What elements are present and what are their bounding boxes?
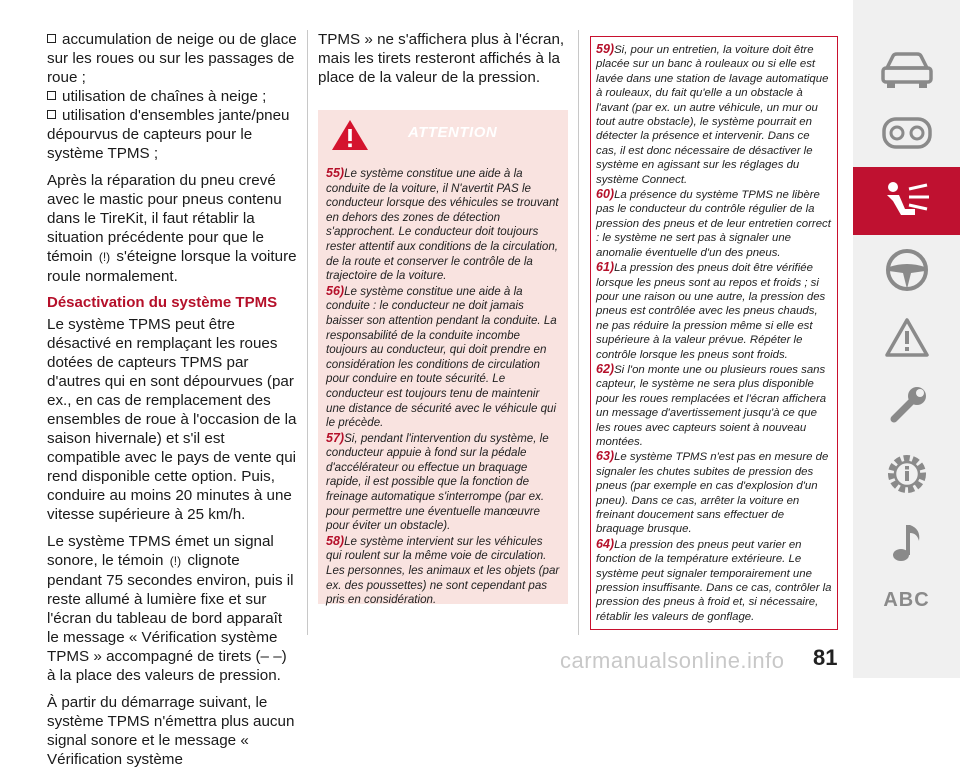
wrench-icon [884,383,930,429]
gear-info-icon [884,451,930,497]
bullet-item: accumulation de neige ou de glace sur les roues ou sur les passages de roue ; [47,31,297,86]
sidebar-item-technical[interactable] [853,440,960,508]
paragraph: Après la réparation du pneu crevé avec le mastic pour pneus contenu dans le TireKit, il faut rétablir la situation précédente pour que le témoin (!) s'éteigne lorsque la voiture roule normalement. [47,172,297,285]
warning-box [318,110,568,607]
index-label: ABC [883,588,930,611]
dashboard-icon [882,115,932,151]
sidebar-item-driving[interactable] [853,236,960,304]
paragraph: Le système TPMS peut être désactivé en remplaçant les roues dotées de capteurs TPMS par d'autres qui en sont dépourvues (par ex., en cas de remplacement des ensembles de roue à l'occasion de la saison hivernale) et s'il est compatible avec le pays de vente qui rend disponible cette option. Puis, conduire au moins 20 minutes à une vitesse supérieure à 25 km/h. [47,316,297,523]
sidebar-item-emergency[interactable] [853,304,960,372]
section-heading: Désactivation du système TPMS [47,294,278,311]
note-item: 57)Si, pendant l'intervention du système, le conducteur appuie à fond sur la pédale d'accélérateur ou effectue un braquage rapide, il est possible que la fonction de freinage automatique s'interrompe (par ex. pour permettre une éventuelle manœuvre pour éviter un obstacle). [326,430,549,533]
warning-triangle-icon [884,317,930,359]
tpms-warning-light-icon: (!) [98,250,111,264]
tpms-warning-light-icon: (!) [169,554,182,568]
warning-triangle-icon [330,118,370,152]
note-item: 55)Le système constitue une aide à la conduite de la voiture, il N'avertit PAS le conducteur lorsque des véhicules se trouvant en dehors des zones de détection s'approchent. Le conducteur doit toujours rester attentif aux conditions de la circulation, de la route et conserver le contrôle de la trajectoire de la voiture. [326,166,559,283]
note-item: 63)Le système TPMS n'est pas en mesure de signaler les chutes subites de pression des pneus (par exemple en cas d'explosion d'un pneu). Dans ce cas, arrêter la voiture en freinant doucement sans effectuer de braquage brusque. [596,449,829,536]
warning-title: ATTENTION [408,124,498,141]
paragraph: Le système TPMS émet un signal sonore, le témoin (!) clignote pendant 75 secondes environ, puis il reste allumé à lumière fixe et sur l'écran du tableau de bord apparaît le message « Vérification système TPMS » accompagné de tirets (– –) à la place des valeurs de pression. [47,533,294,684]
checkbox-bullet-icon [47,91,56,100]
note-item: 58)Le système intervient sur les véhicules qui roulent sur la même voie de circulation. Les personnes, les animaux et les objets (par ex. des poussettes) ne sont cependant pas pris en considération. [326,533,560,607]
bullet-item: utilisation de chaînes à neige ; [47,87,297,106]
airbag-seat-icon [879,179,935,223]
sidebar-item-safety[interactable] [853,167,960,235]
chapter-sidebar [853,0,960,678]
left-column [47,30,297,777]
column-divider [307,30,308,635]
note-item: 56)Le système constitue une aide à la conduite : le conducteur ne doit jamais baisser son attention pendant la conduite. La responsabilité de la conduite incombe toujours au conducteur, qui doit prendre en considération les conditions de circulation pour conduire en toute sécurité. Le conducteur est toujours tenu de maintenir une distance de sécurité avec le véhicule qui le précède. [326,283,557,430]
note-item: 59)Si, pour un entretien, la voiture doit être placée sur un banc à rouleaux ou si elle est lavée dans une station de lavage automatique à rouleaux, du fait qu'elle a un obstacle à l'avant (par ex. un autre véhicule, un mur ou tout autre obstacle), le système pourrait en détecter la présence et intervenir. Dans ce cas, il est donc nécessaire de désactiver le système en agissant sur les réglages du système Connect. [596,42,829,186]
bullet-item: utilisation d'ensembles jante/pneu dépourvus de capteurs pour le système TPMS ; [47,107,290,162]
sidebar-item-maintenance[interactable] [853,372,960,440]
middle-column [318,30,566,95]
watermark: carmanualsonline.info [560,648,785,673]
sidebar-item-car[interactable] [853,36,960,104]
steering-wheel-icon [884,247,930,293]
column-divider [578,30,579,635]
checkbox-bullet-icon [47,34,56,43]
page-number: 81 [813,645,838,670]
note-item: 61)La pression des pneus doit être vérifiée lorsque les pneus sont au repos et froids ; si pour une raison ou une autre, la pression des pneus est contrôlée avec les pneus chauds, ne pas réduire la pression même si elle est supérieure à la valeur prévue. Répéter le contrôle lorsque les pneus sont froids. [596,260,826,361]
sidebar-item-index[interactable] [853,566,960,634]
music-note-icon [887,519,927,565]
note-item: 62)Si l'on monte une ou plusieurs roues sans capteur, le système ne sera plus disponible pour les roues remplacées et l'écran affichera un message d'avertissement jusqu'à ce que les roues avec capteurs soient à nouveau montées. [596,361,827,448]
note-item: 60)La présence du système TPMS ne libère pas le conducteur du contrôle régulier de la pression des pneus et de leur entretien correct : le système ne sert pas à signaler une anomalie éventuelle d'un des pneus. [596,187,831,259]
paragraph: TPMS » ne s'affichera plus à l'écran, mais les tirets resteront affichés à la place de la valeur de la pression. [318,31,565,86]
note-item: 64)La pression des pneus peut varier en fonction de la température extérieure. Le système peut signaler temporairement une pression insuffisante. Dans ce cas, contrôler la pression des pneus à froid et, si nécessaire, rétablir les valeurs de gonflage. [596,536,832,623]
warning-notes [318,162,568,608]
paragraph: À partir du démarrage suivant, le système TPMS n'émettra plus aucun signal sonore et le message « Vérification système [47,694,295,768]
warning-header [318,110,568,162]
sidebar-item-dashboard[interactable] [853,99,960,167]
checkbox-bullet-icon [47,110,56,119]
notes-box [590,36,838,630]
car-icon [879,50,935,90]
